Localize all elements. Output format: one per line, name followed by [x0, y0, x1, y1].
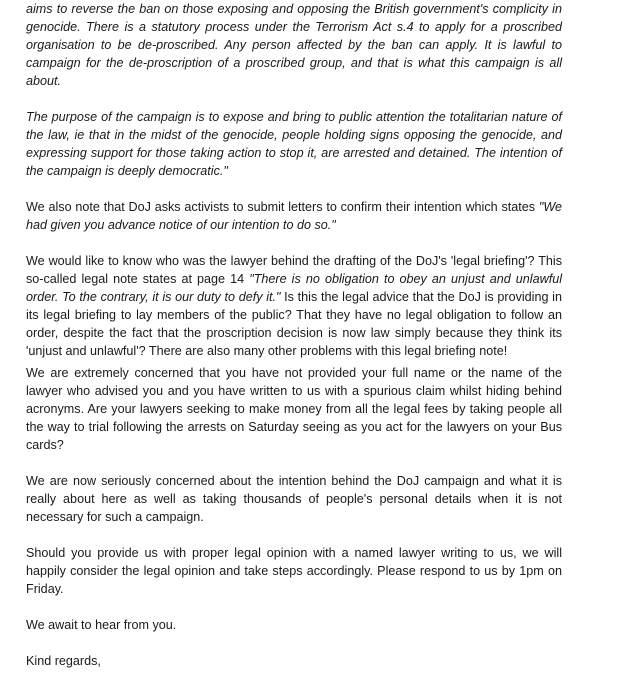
paragraph-legal-briefing: We would like to know who was the lawyer behind the drafting of the DoJ's 'legal briefing'? This so-called legal note states at page 14 "There is no obligation to obey an unjust and unlawful order. To the contrary, it is our duty to defy it." Is this the legal advice that the DoJ is providing in its legal briefing to lay members of the public? That they have no legal obligation to follow an order, despite the fact that the proscription decision is now law simply because they think its 'unjust and unlawful'? There are also many other problems with this legal briefing note!: [26, 254, 563, 358]
quote-advance-notice: "We had given you advance notice of our intention to do so.": [26, 200, 562, 232]
sign-off: Kind regards,: [26, 654, 101, 668]
paragraph-await: We await to hear from you.: [26, 618, 177, 632]
quote-legal-note: "There is no obligation to obey an unjust and unlawful order. To the contrary, it is our duty to defy it.": [26, 272, 563, 304]
letter-body: [26, 0, 562, 670]
paragraph-doj-letters: We also note that DoJ asks activists to submit letters to confirm their intention which states "We had given you advance notice of our intention to do so.": [26, 200, 562, 232]
paragraph-campaign-purpose: The purpose of the campaign is to expose and bring to public attention the totalitarian nature of the law, ie that in the midst of the genocide, people holding signs opposing the genocide, and expressing support for those taking action to stop it, are arrested and detained. The intention of the campaign is deeply democratic.": [26, 110, 562, 178]
paragraph-concerns: We are extremely concerned that you have not provided your full name or the name of the lawyer who advised you and you have written to us with a spurious claim whilst hiding behind acronyms. Are your lawyers seeking to make money from all the legal fees by taking people all the way to trial following the arrests on Saturday seeing as you act for the lawyers on your Bus cards?: [26, 366, 562, 452]
paragraph-campaign-intro: aims to reverse the ban on those exposing and opposing the British government's complicity in genocide. There is a statutory process under the Terrorism Act s.4 to apply for a proscribed organisation to be de-proscribed. Any person affected by the ban can apply. It is lawful to campaign for the de-proscription of a proscribed group, and that is what this campaign is all about.: [26, 2, 562, 88]
paragraph-request: Should you provide us with proper legal opinion with a named lawyer writing to us, we will happily consider the legal opinion and take steps accordingly. Please respond to us by 1pm on Friday.: [26, 546, 562, 596]
paragraph-intention: We are now seriously concerned about the intention behind the DoJ campaign and what it is really about here as well as taking thousands of people's personal details when it is not necessary for such a campaign.: [26, 474, 562, 524]
